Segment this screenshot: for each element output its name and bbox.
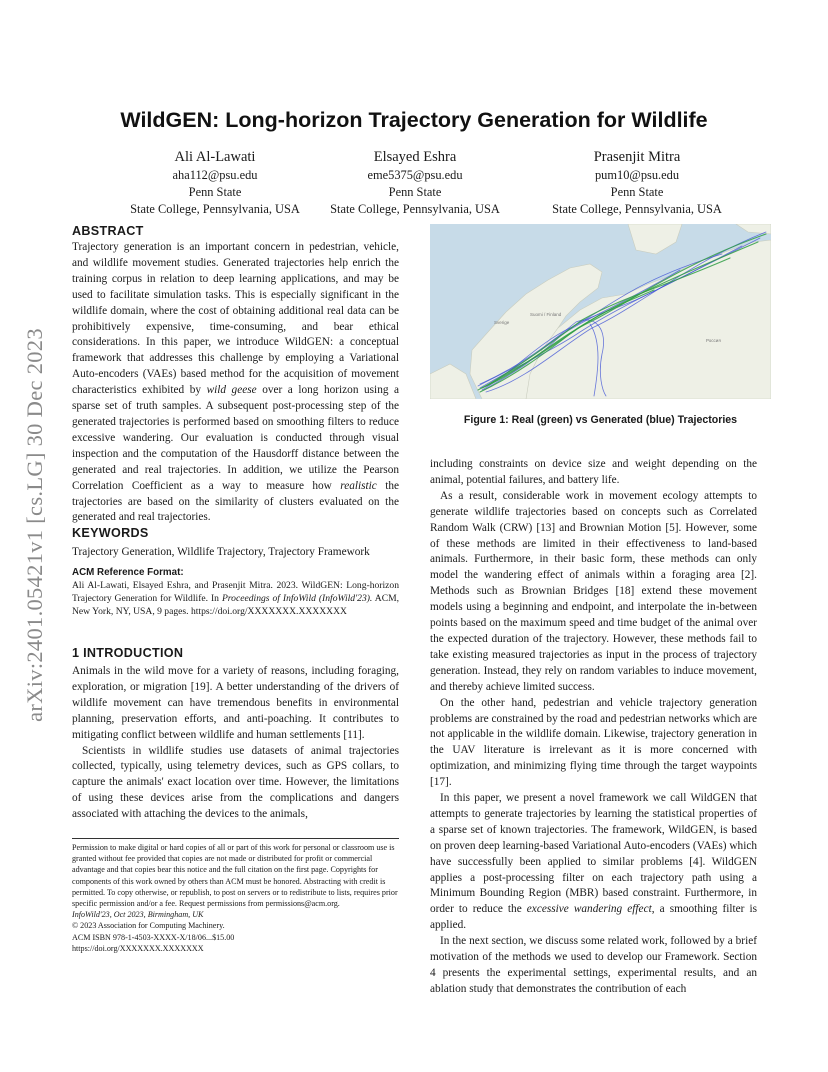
body-paragraph: In the next section, we discuss some related work, followed by a brief motivation of the methods we used to develop our Framework. Section 4 presents the experimental settings, experimental results, and an ablation study that demonstrates the contribution of each (430, 935, 757, 995)
author-location: State College, Pennsylvania, USA (130, 202, 300, 216)
author-name: Ali Al-Lawati (174, 149, 256, 165)
figure-caption: Figure 1: Real (green) vs Generated (blue) Trajectories (463, 414, 738, 426)
map-label-finland: Suomi / Finland (530, 312, 562, 317)
introduction-section (72, 646, 399, 823)
keywords-heading: KEYWORDS (72, 526, 149, 540)
author-block (517, 148, 757, 218)
map-label-sverige: Sverige (494, 320, 510, 325)
author-email[interactable]: pum10@psu.edu (594, 168, 680, 182)
arxiv-stamp: arXiv:2401.05421v1 [cs.LG] 30 Dec 2023 (22, 328, 47, 722)
right-column-text (430, 457, 757, 998)
author-location: State College, Pennsylvania, USA (330, 202, 500, 216)
venue-text: InfoWild'23, Oct 2023, Birmingham, UK (72, 910, 204, 920)
intro-paragraph: Scientists in wildlife studies use datasets of animal trajectories collected, typically, using telemetry devices, such as GPS collars, to capture the animals' exact location over time. However, the limitations of using these devices arise from the complications and dangers associated with attaching the devices to the animals, (72, 744, 399, 821)
author-name: Prasenjit Mitra (593, 149, 681, 165)
body-paragraph: As a result, considerable work in movement ecology attempts to generate wildlife trajectories based on concepts such as Correlated Random Walk (CRW) [13] and Brownian Motion [5]. However, some of these methods are limited in their effectiveness to land-based animals. Furthermore, in their basic form, these methods can only model the wandering effect of animals within a foraging area [2]. Methods such as Brownian Bridges [18] extend these movement models using a beginning and endpoint, and interpolate the in-between points based on the maximum speed and time budget of the animal over the expected duration of the trajectory. However, these methods fail to take existing measured trajectories as input in the process of trajectory generation. Instead, they rely on random variables to induce movement, and thereby achieve limited success. (430, 489, 757, 693)
keywords-section (72, 526, 399, 560)
body-paragraph: On the other hand, pedestrian and vehicle trajectory generation problems are constrained by the road and pedestrian networks which are not applicable in the wildlife domain. Likewise, trajectory generation in the UAV literature is irrelevant as it is more concerned with optimization, and minimizing flying time through the target waypoints [17]. (430, 696, 757, 789)
abstract-text: Trajectory generation is an important concern in pedestrian, vehicle, and wildlife movement studies. Generated trajectories help enrich the training corpus in relation to deep learning applications, and may be used to facilitate simulation tasks. This is especially significant in the wildlife domain, where the cost of obtaining additional real data can be prohibitively expensive, time-consuming, and bear ethical considerations. In this paper, we introduce WildGEN: a conceptual framework that addresses this challenge by employing a Variational Auto-encoders (VAEs) based method for the acquisition of movement characteristics exhibited by wild geese over a long horizon using a sparse set of truth samples. A subsequent post-processing step of the generated trajectories is performed based on smoothing filters to reduce excessive wandering. Our evaluation is conducted through visual inspection and the computation of the Hausdorff distance between the generated and real trajectories. In addition, we utilize the Pearson Correlation Coefficient as a way to measure how realistic the trajectories are based on the similarity of clusters evaluated on the generated and real trajectories. (72, 241, 400, 524)
author-email[interactable]: eme5375@psu.edu (367, 168, 463, 182)
author-affiliation: Penn State (388, 185, 442, 199)
permission-text: Permission to make digital or hard copies of all or part of this work for personal or classroom use is granted without fee provided that copies are not made or distributed for profit or commercial advantage and that copies bear this notice and the full citation on the first page. Copyrights for components of this work owned by others than ACM must be honored. Abstracting with credit is permitted. To copy otherwise, or republish, to post on servers or to redistribute to lists, requires prior specific permission and/or a fee. Request permissions from permissions@acm.org. (72, 843, 398, 909)
keywords-text: Trajectory Generation, Wildlife Trajectory, Trajectory Framework (72, 546, 370, 558)
body-paragraph: including constraints on device size and weight depending on the animal, potential failures, and battery life. (430, 458, 757, 486)
map-label-russia: Россия (706, 338, 721, 343)
author-block (295, 148, 535, 218)
acm-reference (72, 567, 399, 618)
paper-title: WildGEN: Long-horizon Trajectory Generation for Wildlife (120, 108, 708, 132)
copyright-text: © 2023 Association for Computing Machinery. (72, 921, 225, 931)
abstract-heading: ABSTRACT (72, 224, 144, 238)
acm-reference-text: Ali Al-Lawati, Elsayed Eshra, and Prasenjit Mitra. 2023. WildGEN: Long-horizon Trajectory Generation for Wildlife. In Proceedings of InfoWild (InfoWild'23). ACM, New York, NY, USA, 9 pages. https://doi.org/XXXXXXX.XXXXXXX (72, 580, 400, 617)
author-affiliation: Penn State (188, 185, 242, 199)
abstract-section (72, 224, 399, 526)
doi-link[interactable]: https://doi.org/XXXXXXX.XXXXXXX (72, 943, 204, 953)
intro-paragraph: Animals in the wild move for a variety of reasons, including foraging, exploration, or migration [19]. A better understanding of the drivers of wildlife movement can have tremendous benefits in environmental planning, preservation efforts, and anti-poaching. It contributes to mitigating conflict between wildlife and human settlements [11]. (72, 665, 399, 741)
author-location: State College, Pennsylvania, USA (552, 202, 722, 216)
author-name: Elsayed Eshra (373, 149, 457, 165)
author-affiliation: Penn State (610, 185, 664, 199)
body-paragraph: In this paper, we present a novel framework we call WildGEN that attempts to generate trajectories by learning the statistical properties of a sparse set of known trajectories. The framework, WildGEN, is based on proven deep learning-based Variational Auto-encoders (VAEs) which have successfully been applied to similar problems [4]. WildGEN applies a post-processing filter on each trajectory path using a Minimum Bounding Region (MBR) based constraint. Furthermore, in order to reduce the excessive wandering effect, a smoothing filter is applied. (430, 792, 758, 932)
copyright-footnote (72, 838, 399, 954)
acm-reference-heading: ACM Reference Format: (72, 567, 184, 578)
introduction-heading: 1 INTRODUCTION (72, 646, 184, 660)
isbn-text: ACM ISBN 978-1-4503-XXXX-X/18/06...$15.00 (72, 932, 235, 942)
trajectory-map-figure (430, 224, 771, 399)
author-email[interactable]: aha112@psu.edu (172, 168, 258, 182)
